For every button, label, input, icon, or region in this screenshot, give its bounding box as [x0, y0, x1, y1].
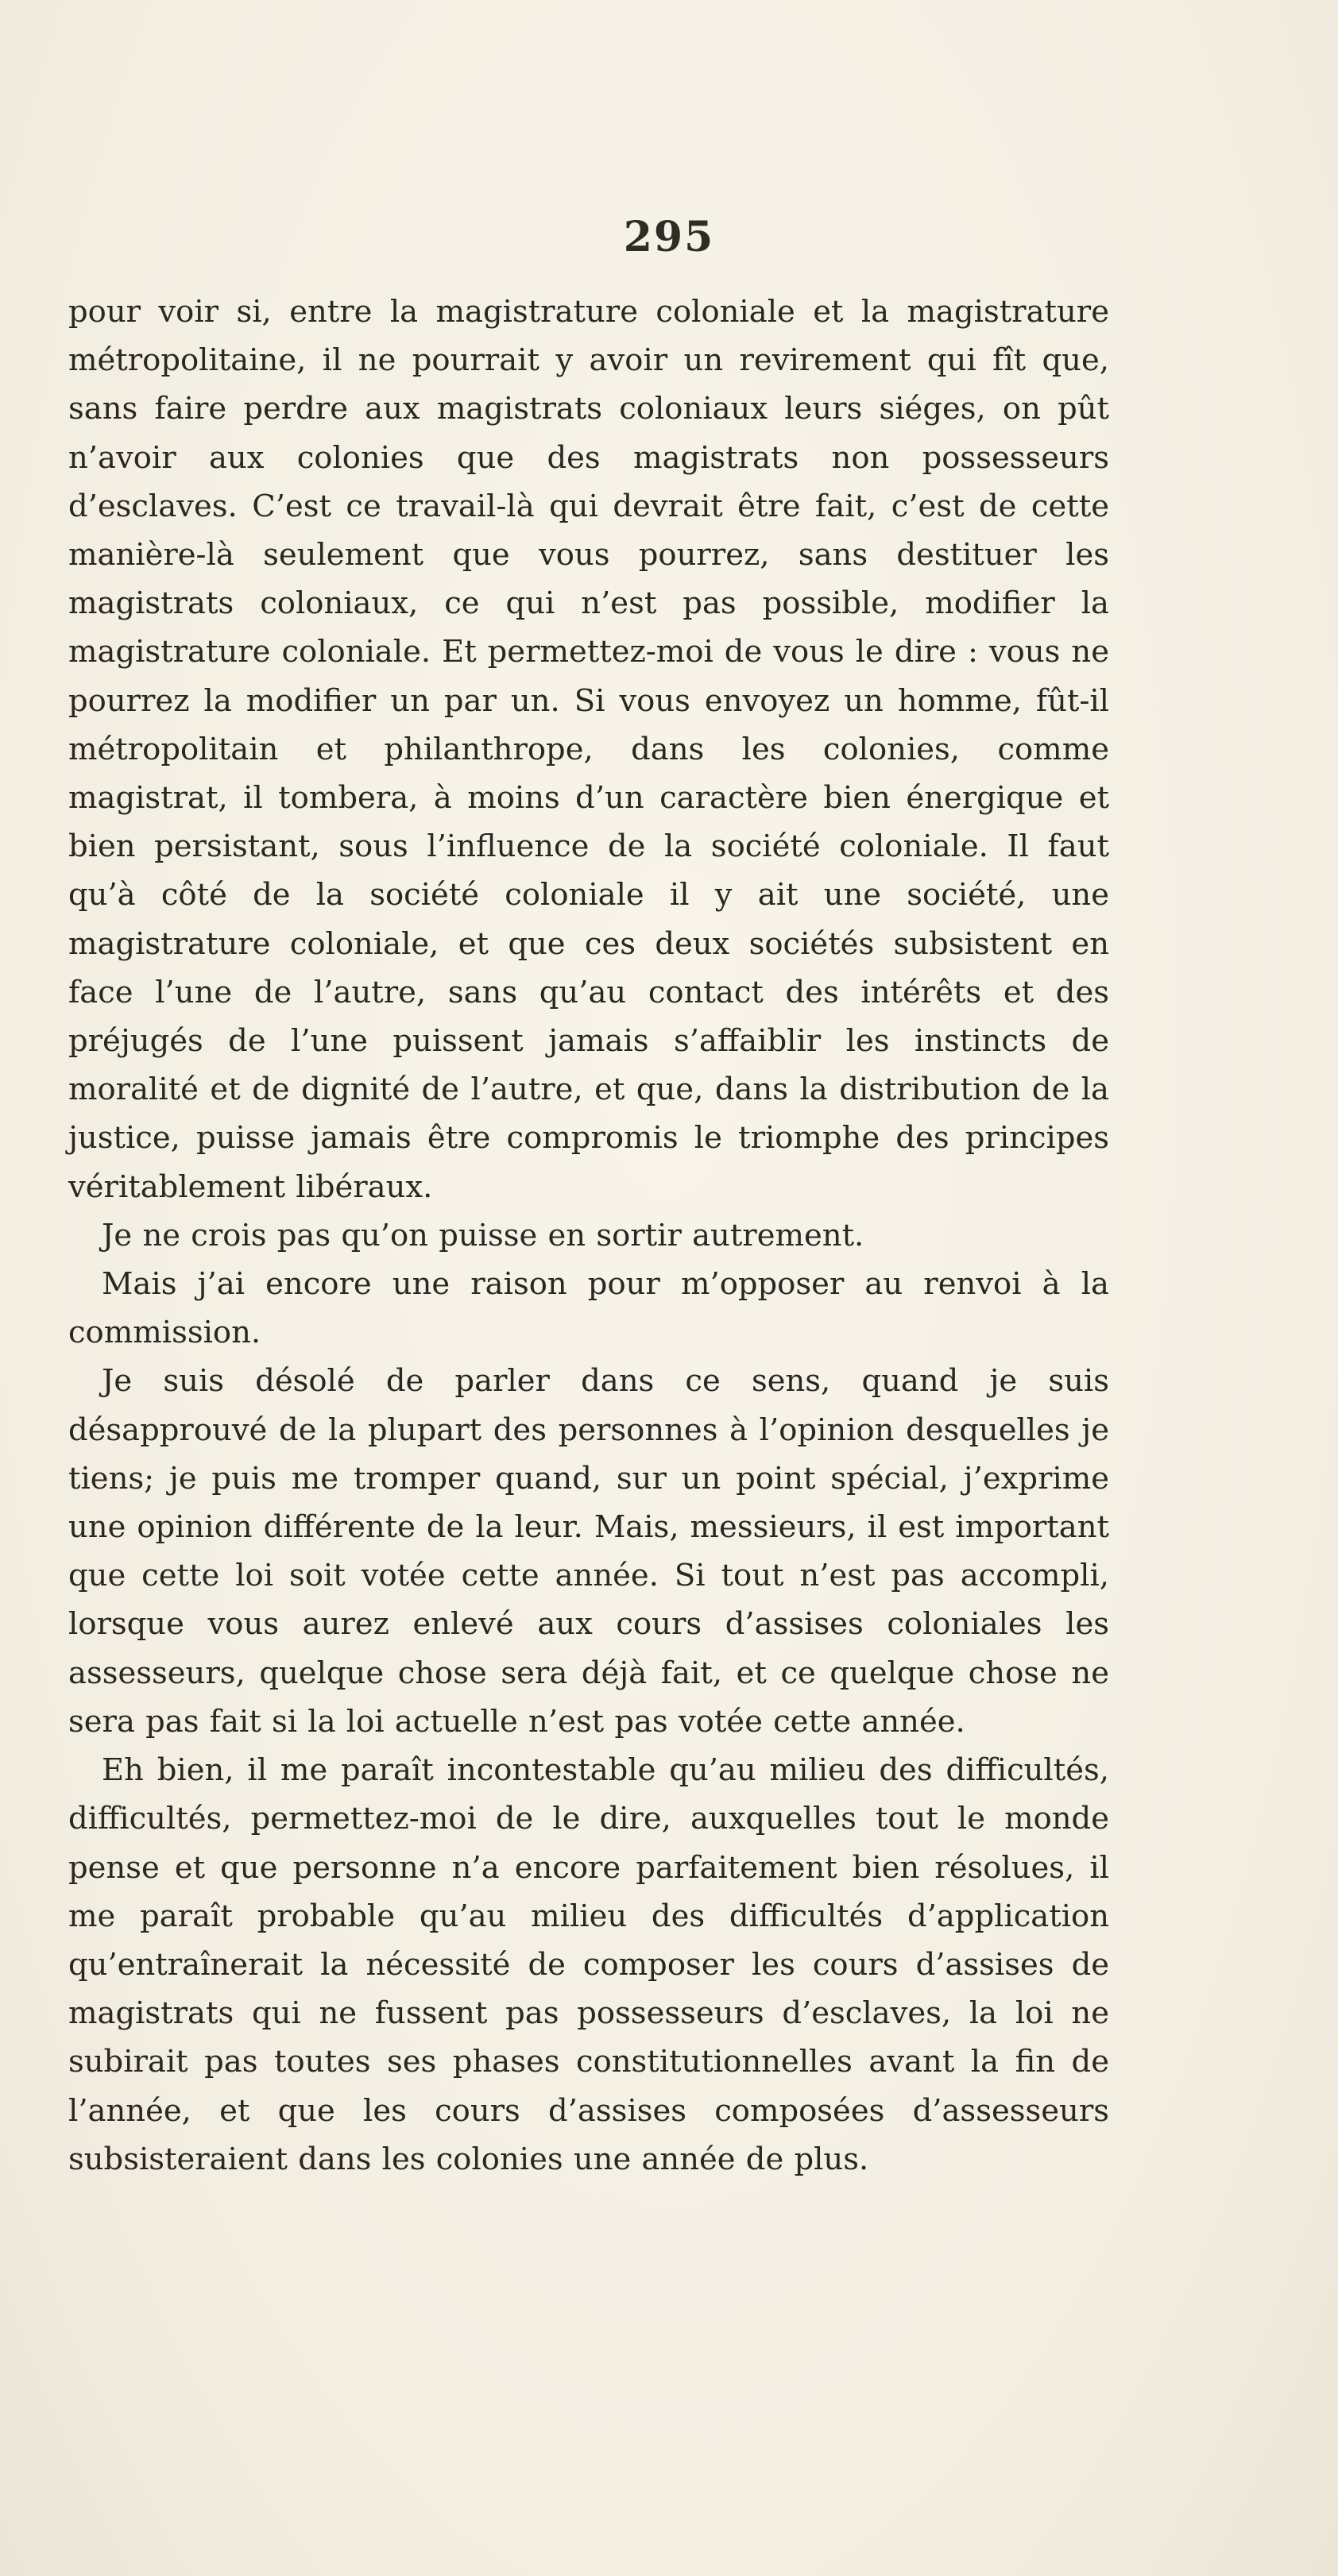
paragraph-4: Je suis désolé de parler dans ce sens, quand je suis désapprouvé de la plupart des personnes à l’opinion desquelles je tiens; je puis me tromper quand, sur un point spécial, j’exprime une opinion différente de la leur. Mais, messieurs, il est important que cette loi soit votée cette année. Si tout n’est pas accompli, lorsque vous aurez enlevé aux cours d’assises coloniales les assesseurs, quelque chose sera déjà fait, et ce quelque chose ne sera pas fait si la loi actuelle n’est pas votée cette année. [68, 1363, 1109, 1740]
paragraph-5: Eh bien, il me paraît incontestable qu’au milieu des difficultés, difficultés, permettez-moi de le dire, auxquelles tout le monde pense et que personne n’a encore parfaitement bien résolues, il me paraît probable qu’au milieu des difficultés d’application qu’entraînerait la nécessité de composer les cours d’assises de magistrats qui ne fussent pas possesseurs d’esclaves, la loi ne subirait pas toutes ses phases constitutionnelles avant la fin de l’année, et que les cours d’assises composées d’assesseurs subsisteraient dans les colonies une année de plus. [68, 1752, 1109, 2177]
body-text [68, 288, 1109, 2184]
paragraph-1: pour voir si, entre la magistrature coloniale et la magistrature métropolitaine, il ne pourrait y avoir un revirement qui fît que, sans faire perdre aux magistrats coloniaux leurs siéges, on pût n’avoir aux colonies que des magistrats non possesseurs d’esclaves. C’est ce travail-là qui devrait être fait, c’est de cette manière-là seulement que vous pourrez, sans destituer les magistrats coloniaux, ce qui n’est pas possible, modifier la magistrature coloniale. Et permettez-moi de vous le dire : vous ne pourrez la modifier un par un. Si vous envoyez un homme, fût-il métropolitain et philanthrope, dans les colonies, comme magistrat, il tombera, à moins d’un caractère bien énergique et bien persistant, sous l’influence de la société coloniale. Il faut qu’à côté de la société coloniale il y ait une société, une magistrature coloniale, et que ces deux sociétés subsistent en face l’une de l’autre, sans qu’au contact des intérêts et des préjugés de l’une puissent jamais s’affaiblir les instincts de moralité et de dignité de l’autre, et que, dans la distribution de la justice, puisse jamais être compromis le triomphe des principes véritablement libéraux. [68, 294, 1109, 1205]
paragraph-3: Mais j’ai encore une raison pour m’opposer au renvoi à la commission. [68, 1266, 1109, 1351]
page-number: 295 [623, 213, 715, 261]
paragraph-2: Je ne crois pas qu’on puisse en sortir autrement. [102, 1217, 864, 1253]
